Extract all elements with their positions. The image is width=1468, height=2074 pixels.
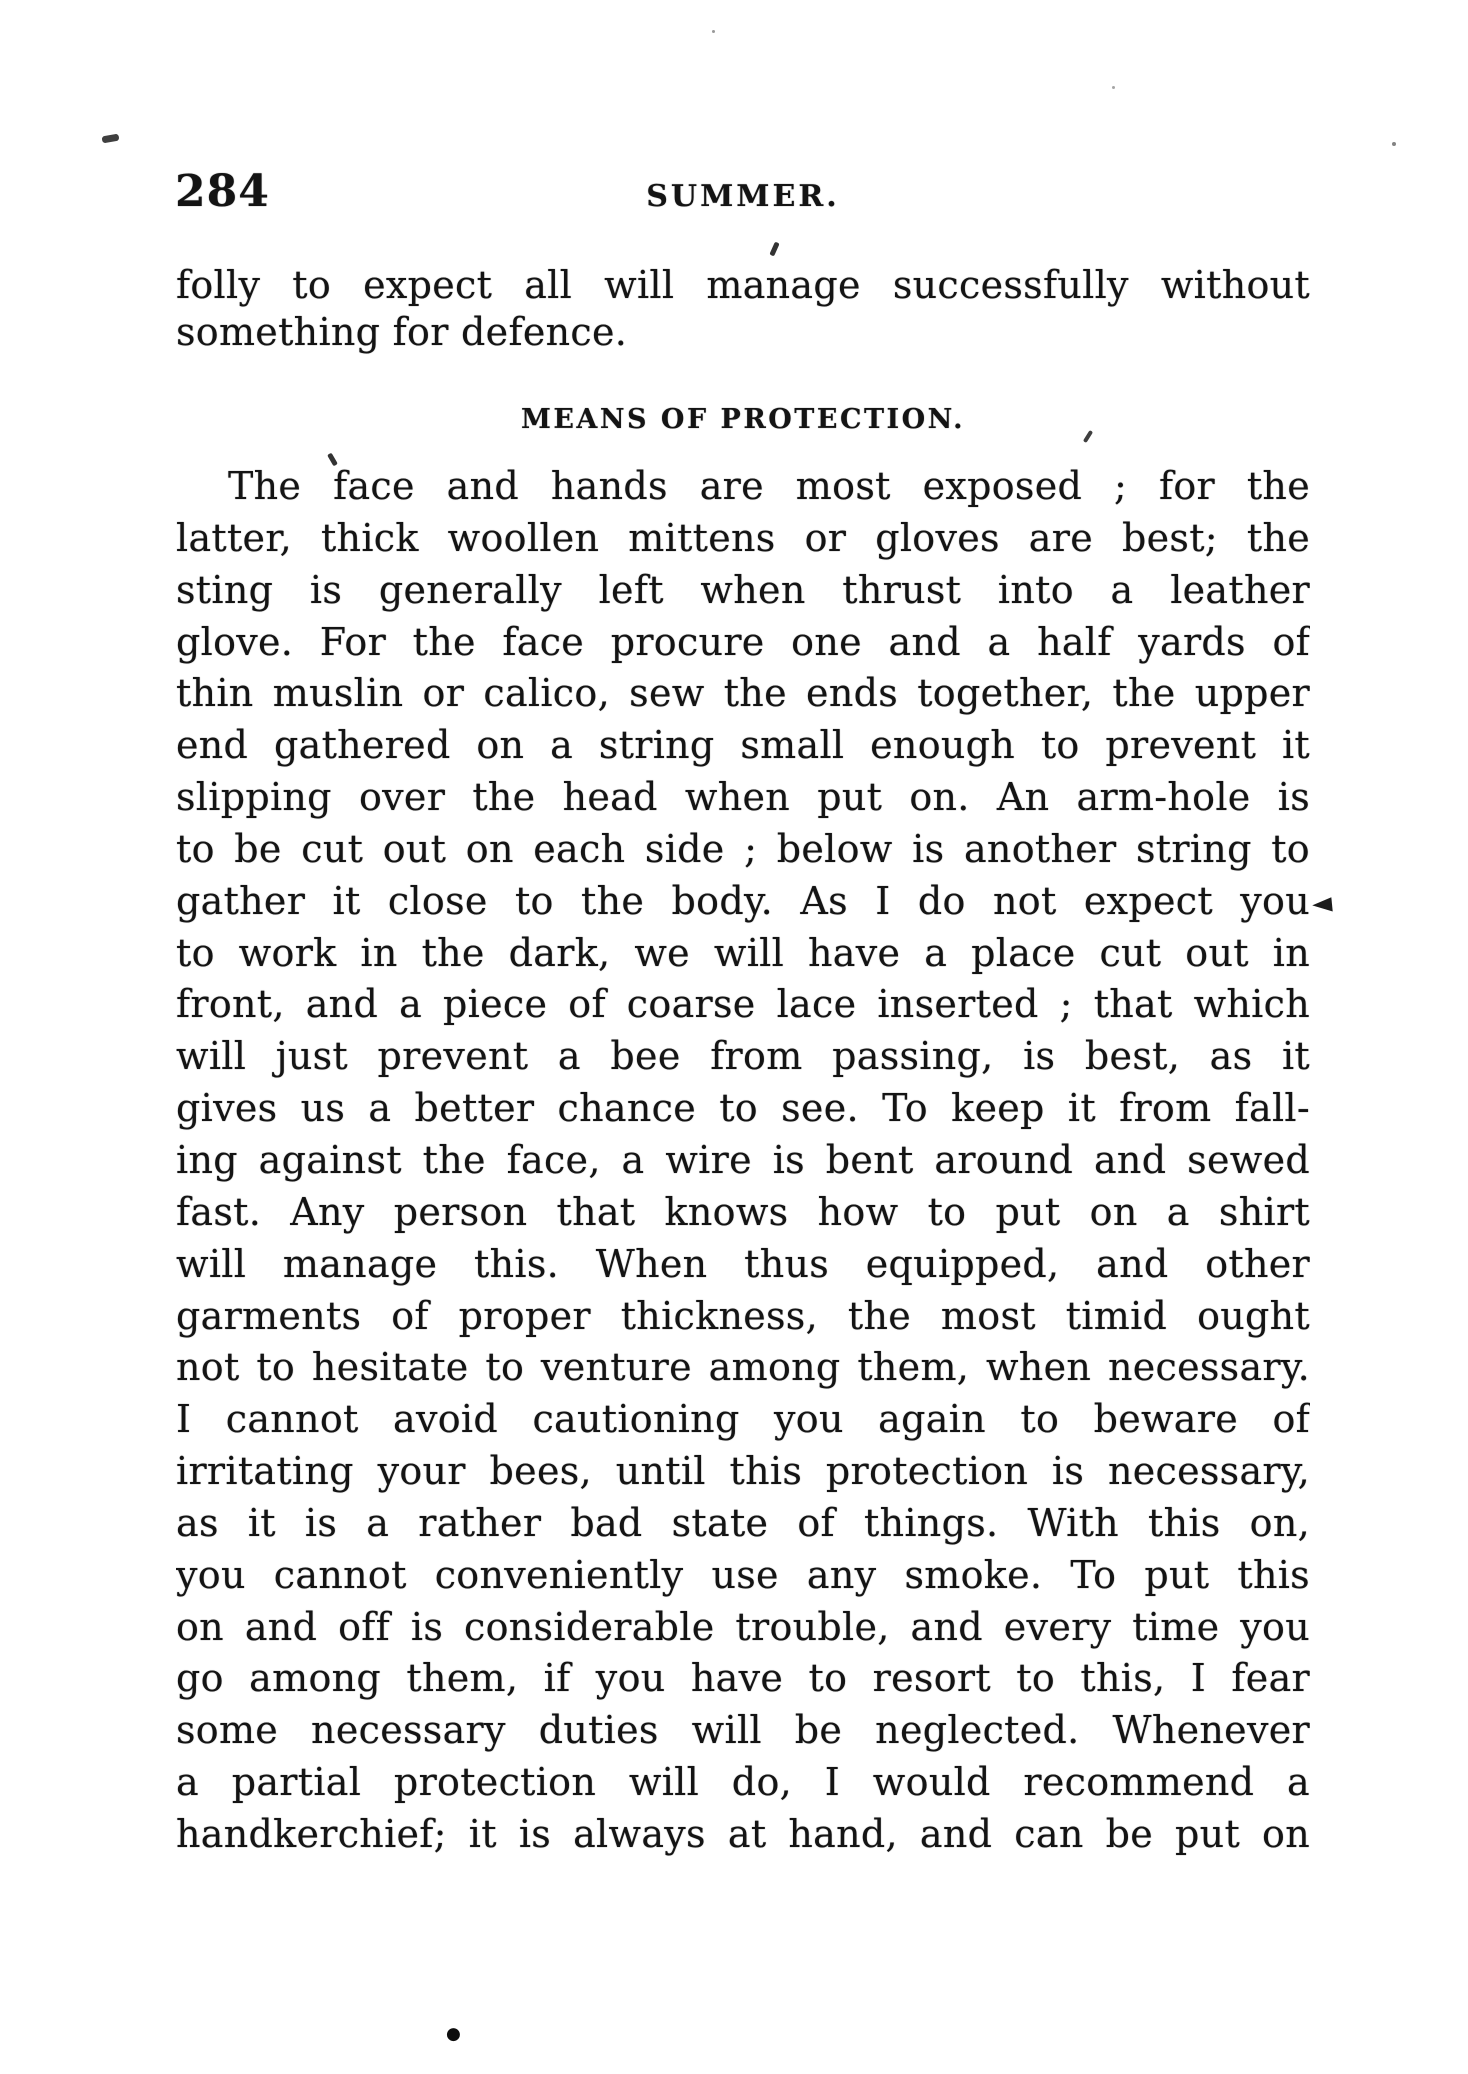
text-line: will manage this. When thus equipped, and other — [176, 1241, 1310, 1286]
text-line: end gathered on a string small enough to prevent it — [176, 723, 1310, 768]
text-line: folly to expect all will manage successfully without — [176, 263, 1310, 307]
ink-speck — [1392, 142, 1396, 146]
text-line: latter, thick woollen mittens or gloves are best; the — [176, 515, 1310, 560]
text-line: The face and hands are most exposed ; for the — [228, 464, 1310, 508]
text-line: will just prevent a bee from passing, is best, as it — [176, 1034, 1310, 1079]
text-line: ing against the face, a wire is bent around and sewed — [176, 1137, 1310, 1182]
text-line: sting is generally left when thrust into a leather — [176, 567, 1310, 612]
text-line: garments of proper thickness, the most timid ought — [176, 1293, 1310, 1338]
text-line: you cannot conveniently use any smoke. To put this — [176, 1552, 1310, 1597]
text-line: to be cut out on each side ; below is another string to — [176, 826, 1310, 871]
text-line: to work in the dark, we will have a place cut out in — [176, 930, 1310, 975]
ink-speck — [102, 134, 120, 144]
text-line: slipping over the head when put on. An arm-hole is — [176, 775, 1310, 820]
ink-dot: ● — [446, 2024, 461, 2044]
text-line: some necessary duties will be neglected. Whenever — [176, 1708, 1310, 1753]
intro-paragraph — [176, 262, 1310, 356]
text-line: on and off is considerable trouble, and every time you — [176, 1604, 1310, 1649]
text-line: glove. For the face procure one and a half yards of — [176, 619, 1310, 664]
body-paragraph — [176, 461, 1334, 1861]
text-line: gather it close to the body. As I do not expect you — [176, 878, 1310, 923]
text-line: fast. Any person that knows how to put on a shirt — [176, 1189, 1310, 1234]
text-line: go among them, if you have to resort to this, I fear — [176, 1656, 1310, 1701]
text-line: thin muslin or calico, sew the ends together, the upper — [176, 671, 1310, 716]
text-line: handkerchief; it is always at hand, and can be put on — [176, 1811, 1310, 1856]
text-line: something for defence. — [176, 310, 628, 354]
section-heading: MEANS OF PROTECTION. — [520, 404, 966, 435]
text-line: irritating your bees, until this protection is necessary, — [176, 1449, 1310, 1494]
text-line: front, and a piece of coarse lace inserted ; that which — [176, 982, 1310, 1027]
text-line: not to hesitate to venture among them, when necessary. — [176, 1345, 1310, 1390]
ink-speck — [712, 30, 715, 33]
running-header: SUMMER. — [646, 179, 840, 214]
page-number: 284 — [175, 166, 270, 217]
ink-speck — [769, 242, 779, 257]
margin-arrow-mark: ◀ — [1310, 892, 1334, 916]
ink-speck — [1112, 86, 1115, 89]
text-line: a partial protection will do, I would recommend a — [176, 1760, 1310, 1805]
text-line: gives us a better chance to see. To keep it from fall- — [176, 1086, 1310, 1131]
text-line: I cannot avoid cautioning you again to beware of — [176, 1397, 1310, 1442]
text-line: as it is a rather bad state of things. With this on, — [176, 1500, 1310, 1545]
